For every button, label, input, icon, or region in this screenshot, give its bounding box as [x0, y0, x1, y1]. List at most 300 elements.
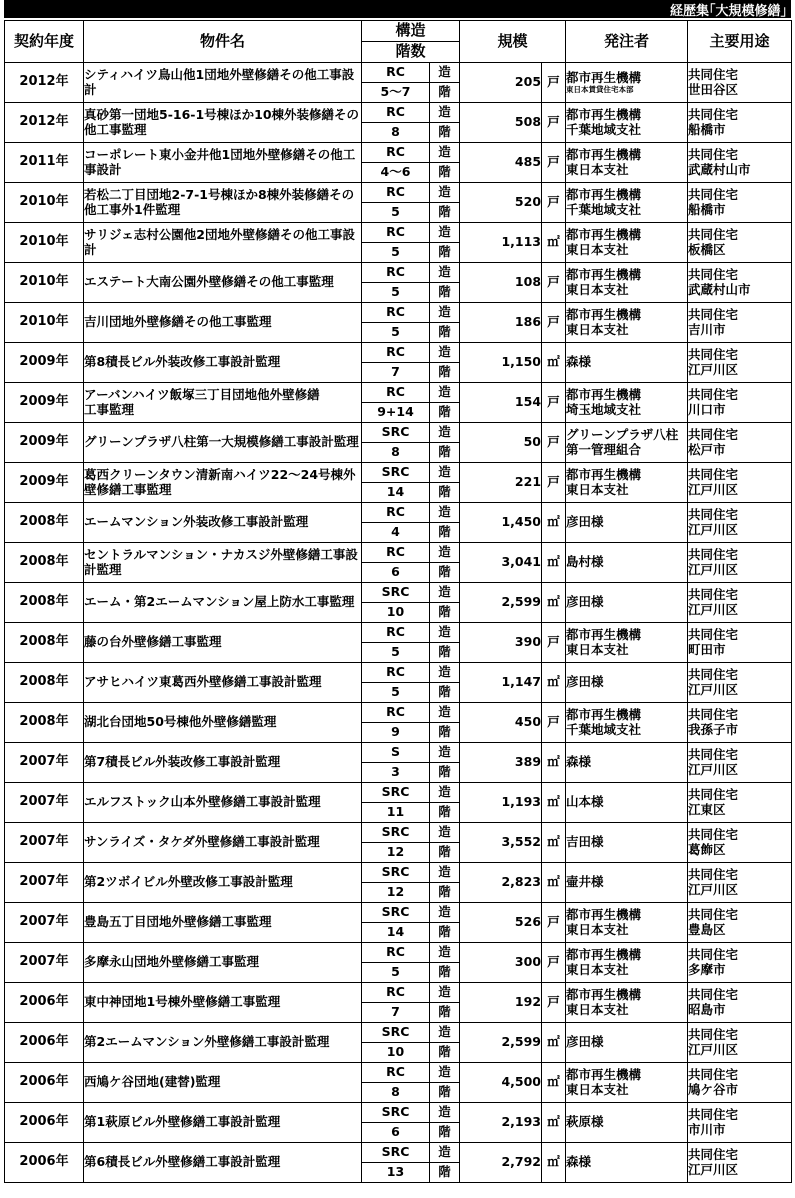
structure-suffix: 造 [430, 143, 460, 163]
scale-cell: 108 [460, 263, 542, 303]
year-cell: 2009年 [5, 463, 84, 503]
structure-cell: RC [362, 383, 430, 403]
structure-suffix: 造 [430, 1103, 460, 1123]
year-cell: 2010年 [5, 183, 84, 223]
scale-unit-cell: 戸 [542, 183, 566, 223]
table-row [5, 223, 792, 243]
project-name-cell: 藤の台外壁修繕工事監理 [84, 623, 362, 663]
floors-suffix: 階 [430, 83, 460, 103]
use-type: 共同住宅 [688, 1067, 739, 1083]
scale-cell: 520 [460, 183, 542, 223]
client-line-1: 都市再生機構 [566, 627, 642, 643]
scale-unit-cell: 戸 [542, 383, 566, 423]
scale-cell: 450 [460, 703, 542, 743]
use-cell [688, 703, 792, 743]
project-name-cell: 吉川団地外壁修繕その他工事監理 [84, 303, 362, 343]
use-cell [688, 463, 792, 503]
client-line-1: 都市再生機構 [566, 907, 642, 923]
use-cell [688, 943, 792, 983]
table-row [5, 263, 792, 283]
client-cell [566, 983, 688, 1023]
structure-suffix: 造 [430, 63, 460, 83]
structure-suffix: 造 [430, 903, 460, 923]
floors-suffix: 階 [430, 363, 460, 383]
use-location: 江戸川区 [688, 881, 739, 897]
project-name-cell: エームマンション外装改修工事設計監理 [84, 503, 362, 543]
scale-unit-cell: 戸 [542, 943, 566, 983]
year-cell: 2007年 [5, 783, 84, 823]
year-cell: 2006年 [5, 1103, 84, 1143]
scale-unit-cell: ㎡ [542, 743, 566, 783]
client-line-2: 東日本支社 [566, 161, 629, 177]
structure-cell: RC [362, 503, 430, 523]
project-name-cell: シティハイツ鳥山他1団地外壁修繕その他工事設計 [84, 63, 362, 103]
floors-cell: 7 [362, 363, 430, 383]
col-header-structure: 構造 [362, 21, 460, 42]
floors-suffix: 階 [430, 1083, 460, 1103]
client-cell [566, 383, 688, 423]
table-row [5, 1023, 792, 1043]
use-cell [688, 983, 792, 1023]
scale-cell: 389 [460, 743, 542, 783]
use-cell [688, 543, 792, 583]
use-type: 共同住宅 [688, 227, 739, 243]
project-name-cell: 東中神団地1号棟外壁修繕工事監理 [84, 983, 362, 1023]
client-line-2: 東日本支社 [566, 921, 629, 937]
structure-cell: SRC [362, 1143, 430, 1163]
project-name-cell: 第2ツボイビル外壁改修工事設計監理 [84, 863, 362, 903]
client-cell [566, 463, 688, 503]
year-cell: 2008年 [5, 663, 84, 703]
floors-suffix: 階 [430, 643, 460, 663]
structure-cell: RC [362, 703, 430, 723]
use-location: 鳩ケ谷市 [688, 1081, 739, 1097]
structure-suffix: 造 [430, 743, 460, 763]
project-name-cell: エルフストック山本外壁修繕工事設計監理 [84, 783, 362, 823]
table-row [5, 343, 792, 363]
use-cell [688, 103, 792, 143]
client-line-2: 第一管理組合 [566, 441, 642, 457]
structure-suffix: 造 [430, 343, 460, 363]
floors-suffix: 階 [430, 443, 460, 463]
use-location: 江東区 [688, 801, 726, 817]
structure-cell: SRC [362, 1023, 430, 1043]
client-line-2: 東日本支社 [566, 1081, 629, 1097]
scale-cell: 485 [460, 143, 542, 183]
table-row [5, 63, 792, 83]
client-line-2: 埼玉地域支社 [566, 401, 642, 417]
scale-cell: 526 [460, 903, 542, 943]
project-name-cell: グリーンプラザ八柱第一大規模修繕工事設計監理 [84, 423, 362, 463]
project-name-cell: セントラルマンション・ナカスジ外壁修繕工事設計監理 [84, 543, 362, 583]
scale-cell: 2,193 [460, 1103, 542, 1143]
scale-unit-cell: ㎡ [542, 223, 566, 263]
scale-unit-cell: ㎡ [542, 543, 566, 583]
scale-unit-cell: 戸 [542, 983, 566, 1023]
year-cell: 2009年 [5, 423, 84, 463]
floors-suffix: 階 [430, 243, 460, 263]
client-line-1: 都市再生機構 [566, 107, 642, 123]
client-line-2: 東日本支社 [566, 281, 629, 297]
floors-cell: 13 [362, 1163, 430, 1183]
structure-cell: RC [362, 63, 430, 83]
client-line-2: 東日本支社 [566, 1001, 629, 1017]
structure-suffix: 造 [430, 1143, 460, 1163]
year-cell: 2007年 [5, 823, 84, 863]
structure-suffix: 造 [430, 623, 460, 643]
scale-cell: 2,823 [460, 863, 542, 903]
scale-unit-cell: 戸 [542, 463, 566, 503]
structure-suffix: 造 [430, 823, 460, 843]
structure-cell: SRC [362, 423, 430, 443]
client-line-1: 都市再生機構 [566, 947, 642, 963]
client-cell [566, 623, 688, 663]
year-cell: 2012年 [5, 63, 84, 103]
floors-suffix: 階 [430, 683, 460, 703]
use-type: 共同住宅 [688, 947, 739, 963]
use-type: 共同住宅 [688, 747, 739, 763]
client-cell [566, 423, 688, 463]
table-row [5, 903, 792, 923]
use-type: 共同住宅 [688, 667, 739, 683]
floors-suffix: 階 [430, 843, 460, 863]
client-cell [566, 703, 688, 743]
project-name-cell: エステート大南公園外壁修繕その他工事監理 [84, 263, 362, 303]
year-cell: 2008年 [5, 623, 84, 663]
client-cell [566, 823, 688, 863]
floors-cell: 11 [362, 803, 430, 823]
project-name-cell: アーバンハイツ飯塚三丁目団地他外壁修繕 工事監理 [84, 383, 362, 423]
client-cell [566, 303, 688, 343]
project-name-cell: 湖北台団地50号棟他外壁修繕監理 [84, 703, 362, 743]
client-cell [566, 223, 688, 263]
scale-cell: 1,150 [460, 343, 542, 383]
structure-cell: SRC [362, 583, 430, 603]
floors-suffix: 階 [430, 923, 460, 943]
floors-cell: 5 [362, 203, 430, 223]
scale-cell: 186 [460, 303, 542, 343]
use-type: 共同住宅 [688, 827, 739, 843]
floors-cell: 14 [362, 923, 430, 943]
project-name-cell: 第2エームマンション外壁修繕工事設計監理 [84, 1023, 362, 1063]
table-row [5, 623, 792, 643]
col-header-floors: 階数 [362, 42, 460, 63]
scale-unit-cell: ㎡ [542, 1103, 566, 1143]
floors-suffix: 階 [430, 963, 460, 983]
client-cell [566, 663, 688, 703]
table-row [5, 143, 792, 163]
client-line-1: グリーンプラザ八柱 [566, 427, 679, 443]
year-cell: 2006年 [5, 1143, 84, 1183]
structure-suffix: 造 [430, 983, 460, 1003]
structure-cell: RC [362, 623, 430, 643]
floors-cell: 14 [362, 483, 430, 503]
structure-suffix: 造 [430, 263, 460, 283]
use-location: 市川市 [688, 1121, 726, 1137]
client-line-2: 千葉地域支社 [566, 201, 642, 217]
use-cell [688, 143, 792, 183]
structure-cell: RC [362, 223, 430, 243]
client-line-1: 森様 [566, 354, 592, 370]
use-cell [688, 343, 792, 383]
scale-unit-cell: ㎡ [542, 1063, 566, 1103]
use-cell [688, 743, 792, 783]
floors-cell: 4 [362, 523, 430, 543]
floors-suffix: 階 [430, 123, 460, 143]
client-cell [566, 1063, 688, 1103]
scale-unit-cell: ㎡ [542, 663, 566, 703]
scale-cell: 2,792 [460, 1143, 542, 1183]
project-name-cell: 豊島五丁目団地外壁修繕工事監理 [84, 903, 362, 943]
use-cell [688, 423, 792, 463]
floors-cell: 3 [362, 763, 430, 783]
use-location: 船橋市 [688, 201, 726, 217]
year-cell: 2010年 [5, 223, 84, 263]
use-location: 江戸川区 [688, 361, 739, 377]
client-cell [566, 543, 688, 583]
table-row [5, 183, 792, 203]
use-location: 江戸川区 [688, 1161, 739, 1177]
floors-cell: 12 [362, 843, 430, 863]
project-name-cell: サンライズ・タケダ外壁修繕工事設計監理 [84, 823, 362, 863]
project-name-cell: 葛西クリーンタウン清新南ハイツ22～24号棟外壁修繕工事監理 [84, 463, 362, 503]
table-row [5, 1143, 792, 1163]
use-location: 吉川市 [688, 321, 726, 337]
client-line-1: 都市再生機構 [566, 307, 642, 323]
scale-cell: 508 [460, 103, 542, 143]
structure-cell: RC [362, 543, 430, 563]
scale-cell: 154 [460, 383, 542, 423]
year-cell: 2008年 [5, 543, 84, 583]
project-name-cell: 第1萩原ビル外壁修繕工事設計監理 [84, 1103, 362, 1143]
year-cell: 2008年 [5, 583, 84, 623]
table-row [5, 863, 792, 883]
year-cell: 2006年 [5, 1023, 84, 1063]
floors-suffix: 階 [430, 523, 460, 543]
scale-unit-cell: 戸 [542, 303, 566, 343]
use-location: 板橋区 [688, 241, 726, 257]
year-cell: 2007年 [5, 863, 84, 903]
use-cell [688, 223, 792, 263]
client-cell [566, 143, 688, 183]
project-name-cell: コーポレート東小金井他1団地外壁修繕その他工事設計 [84, 143, 362, 183]
floors-cell: 6 [362, 1123, 430, 1143]
structure-cell: SRC [362, 863, 430, 883]
scale-unit-cell: 戸 [542, 143, 566, 183]
use-type: 共同住宅 [688, 987, 739, 1003]
floors-suffix: 階 [430, 1163, 460, 1183]
use-type: 共同住宅 [688, 1147, 739, 1163]
scale-unit-cell: 戸 [542, 63, 566, 103]
use-type: 共同住宅 [688, 907, 739, 923]
table-row [5, 103, 792, 123]
floors-cell: 9 [362, 723, 430, 743]
year-cell: 2008年 [5, 503, 84, 543]
use-location: 武蔵村山市 [688, 281, 751, 297]
structure-cell: RC [362, 183, 430, 203]
client-line-1: 吉田様 [566, 834, 604, 850]
use-type: 共同住宅 [688, 707, 739, 723]
floors-cell: 9+14 [362, 403, 430, 423]
structure-cell: RC [362, 103, 430, 123]
floors-cell: 12 [362, 883, 430, 903]
client-line-1: 萩原様 [566, 1114, 604, 1130]
use-type: 共同住宅 [688, 427, 739, 443]
client-cell [566, 343, 688, 383]
floors-suffix: 階 [430, 883, 460, 903]
use-type: 共同住宅 [688, 187, 739, 203]
use-cell [688, 623, 792, 663]
floors-cell: 10 [362, 1043, 430, 1063]
year-cell: 2008年 [5, 703, 84, 743]
scale-unit-cell: 戸 [542, 903, 566, 943]
client-line-1: 彦田様 [566, 674, 604, 690]
use-type: 共同住宅 [688, 387, 739, 403]
structure-suffix: 造 [430, 943, 460, 963]
structure-suffix: 造 [430, 703, 460, 723]
project-name-cell: 若松二丁目団地2-7-1号棟ほか8棟外装修繕その他工事外1件監理 [84, 183, 362, 223]
floors-suffix: 階 [430, 403, 460, 423]
floors-cell: 7 [362, 1003, 430, 1023]
year-cell: 2009年 [5, 383, 84, 423]
use-type: 共同住宅 [688, 467, 739, 483]
project-name-cell: 西鳩ケ谷団地(建替)監理 [84, 1063, 362, 1103]
use-type: 共同住宅 [688, 627, 739, 643]
table-row [5, 823, 792, 843]
client-line-2: 東日本支社 [566, 961, 629, 977]
use-cell [688, 1023, 792, 1063]
floors-cell: 5～7 [362, 83, 430, 103]
floors-suffix: 階 [430, 603, 460, 623]
use-cell [688, 383, 792, 423]
year-cell: 2006年 [5, 1063, 84, 1103]
use-type: 共同住宅 [688, 507, 739, 523]
floors-cell: 6 [362, 563, 430, 583]
floors-cell: 8 [362, 123, 430, 143]
use-cell [688, 1143, 792, 1183]
table-row [5, 583, 792, 603]
use-cell [688, 863, 792, 903]
scale-cell: 1,193 [460, 783, 542, 823]
client-line-1: 都市再生機構 [566, 147, 642, 163]
use-cell [688, 1063, 792, 1103]
floors-cell: 5 [362, 683, 430, 703]
floors-cell: 5 [362, 963, 430, 983]
use-cell [688, 63, 792, 103]
table-row [5, 1063, 792, 1083]
client-cell [566, 903, 688, 943]
project-name-cell: アサヒハイツ東葛西外壁修繕工事設計監理 [84, 663, 362, 703]
year-cell: 2010年 [5, 303, 84, 343]
scale-cell: 1,113 [460, 223, 542, 263]
client-line-2: 東日本支社 [566, 641, 629, 657]
client-cell [566, 183, 688, 223]
use-location: 江戸川区 [688, 601, 739, 617]
use-type: 共同住宅 [688, 267, 739, 283]
client-cell [566, 783, 688, 823]
use-location: 松戸市 [688, 441, 726, 457]
client-cell [566, 743, 688, 783]
table-row [5, 983, 792, 1003]
scale-unit-cell: ㎡ [542, 863, 566, 903]
floors-suffix: 階 [430, 283, 460, 303]
scale-cell: 300 [460, 943, 542, 983]
use-type: 共同住宅 [688, 1107, 739, 1123]
scale-unit-cell: ㎡ [542, 503, 566, 543]
client-cell [566, 263, 688, 303]
col-header-year: 契約年度 [5, 21, 84, 63]
use-location: 江戸川区 [688, 561, 739, 577]
client-line-1: 島村様 [566, 554, 604, 570]
scale-unit-cell: ㎡ [542, 1143, 566, 1183]
table-row [5, 743, 792, 763]
table-row [5, 463, 792, 483]
structure-suffix: 造 [430, 543, 460, 563]
client-cell [566, 63, 688, 103]
project-name-cell: エーム・第2エームマンション屋上防水工事監理 [84, 583, 362, 623]
scale-cell: 1,147 [460, 663, 542, 703]
use-location: 多摩市 [688, 961, 726, 977]
structure-cell: SRC [362, 463, 430, 483]
use-location: 江戸川区 [688, 1041, 739, 1057]
use-location: 豊島区 [688, 921, 726, 937]
scale-cell: 50 [460, 423, 542, 463]
floors-cell: 5 [362, 643, 430, 663]
scale-cell: 1,450 [460, 503, 542, 543]
floors-cell: 8 [362, 1083, 430, 1103]
client-line-1: 森様 [566, 1154, 592, 1170]
client-line-1: 都市再生機構 [566, 227, 642, 243]
client-line-2: 東日本支社 [566, 321, 629, 337]
table-row [5, 543, 792, 563]
table-row [5, 703, 792, 723]
structure-suffix: 造 [430, 463, 460, 483]
client-cell [566, 943, 688, 983]
table-row [5, 423, 792, 443]
client-cell [566, 1103, 688, 1143]
client-line-1: 都市再生機構 [566, 187, 642, 203]
scale-cell: 221 [460, 463, 542, 503]
structure-suffix: 造 [430, 503, 460, 523]
floors-suffix: 階 [430, 163, 460, 183]
client-line-2: 東日本支社 [566, 241, 629, 257]
client-line-1: 森様 [566, 754, 592, 770]
table-row [5, 503, 792, 523]
structure-cell: SRC [362, 903, 430, 923]
project-name-cell: 第7積長ビル外装改修工事設計監理 [84, 743, 362, 783]
client-cell [566, 1023, 688, 1063]
client-line-1: 都市再生機構 [566, 387, 642, 403]
client-cell [566, 103, 688, 143]
use-type: 共同住宅 [688, 1027, 739, 1043]
client-line-1: 壷井様 [566, 874, 604, 890]
floors-suffix: 階 [430, 1123, 460, 1143]
floors-cell: 5 [362, 283, 430, 303]
client-line-1: 山本様 [566, 794, 604, 810]
scale-unit-cell: 戸 [542, 103, 566, 143]
scale-cell: 390 [460, 623, 542, 663]
scale-unit-cell: 戸 [542, 623, 566, 663]
client-line-2: 東日本支社 [566, 481, 629, 497]
use-location: 江戸川区 [688, 481, 739, 497]
table-header [5, 21, 792, 63]
table-row [5, 943, 792, 963]
client-line-1: 都市再生機構 [566, 70, 642, 86]
col-header-use: 主要用途 [688, 21, 792, 63]
structure-cell: SRC [362, 1103, 430, 1123]
use-location: 我孫子市 [688, 721, 739, 737]
use-type: 共同住宅 [688, 787, 739, 803]
